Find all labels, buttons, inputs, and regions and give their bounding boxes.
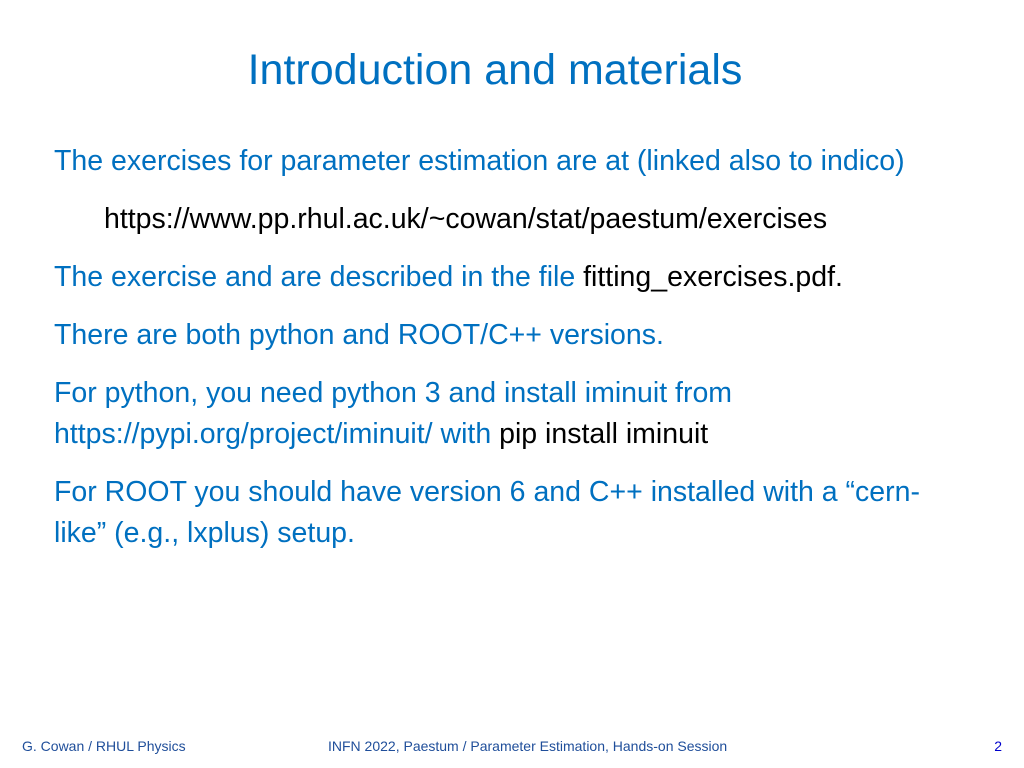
page-number: 2 [994, 738, 1002, 754]
footer-author: G. Cowan / RHUL Physics [22, 738, 186, 754]
pip-command: pip install iminuit [499, 418, 709, 450]
slide-body [54, 141, 934, 571]
footer-event: INFN 2022, Paestum / Parameter Estimation, Hands-on Session [328, 738, 728, 754]
python-instructions [54, 373, 934, 455]
file-description [54, 257, 934, 298]
file-description-text: The exercise and are described in the file [54, 261, 584, 293]
slide-title: Introduction and materials [247, 46, 743, 94]
file-name: fitting_exercises.pdf. [583, 261, 843, 293]
exercises-intro-text: The exercises for parameter estimation are at (linked also to indico) [54, 145, 905, 177]
versions-text: There are both python and ROOT/C++ versions. [54, 319, 664, 351]
python-instructions-text: For python, you need python 3 and install iminuit from https://pypi.org/project/iminuit/ with [54, 377, 733, 450]
root-instructions: For ROOT you should have version 6 and C++ installed with a “cern-like” (e.g., lxplus) setup. [54, 476, 920, 549]
exercises-url: https://www.pp.rhul.ac.uk/~cowan/stat/paestum/exercises [104, 203, 828, 235]
